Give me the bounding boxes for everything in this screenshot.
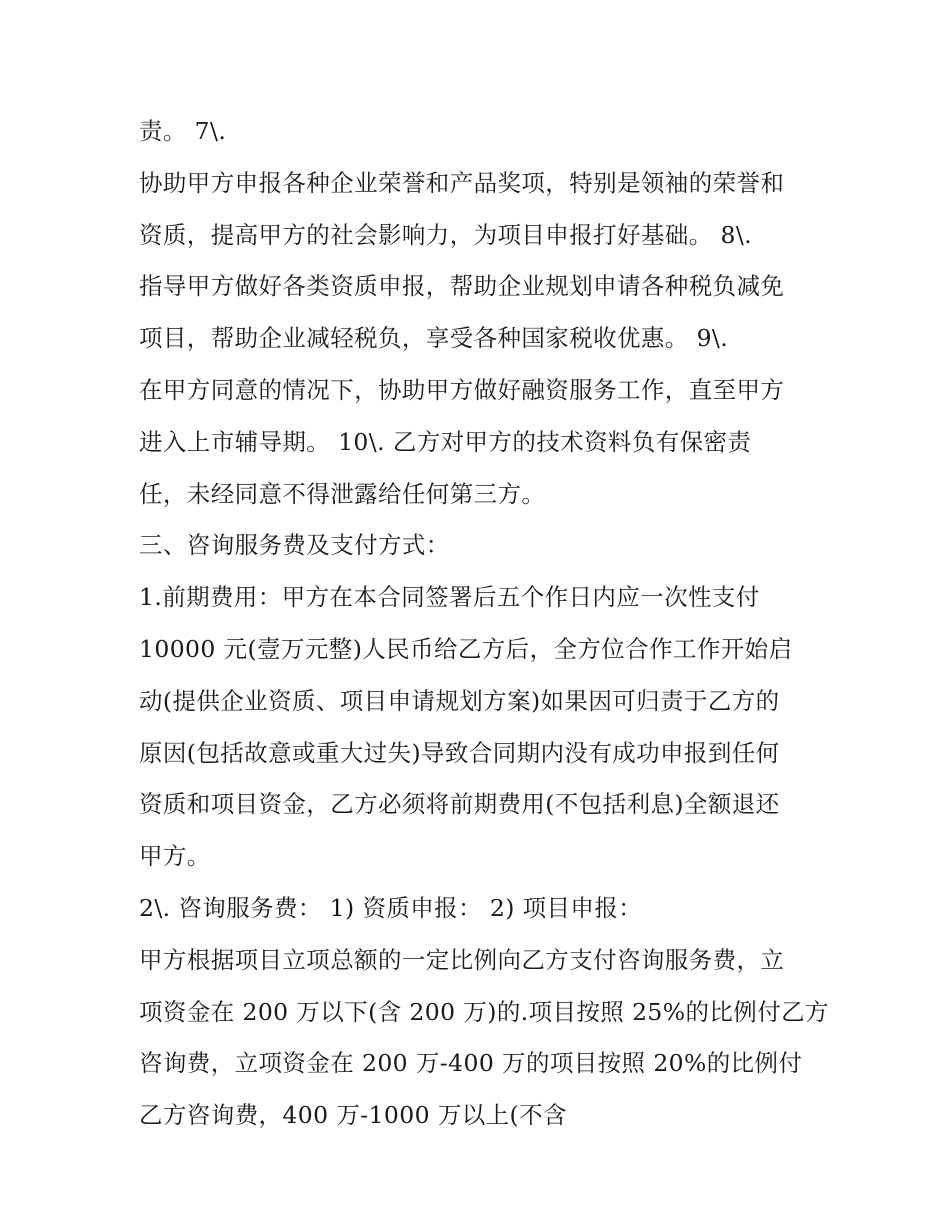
text-line: 资质，提高甲方的社会影响力，为项目申报打好基础。 8\.: [139, 220, 753, 249]
text-line: 甲方。: [139, 842, 211, 871]
text-line: 任，未经同意不得泄露给任何第三方。: [139, 479, 546, 508]
text-line: 咨询费，立项资金在 200 万-400 万的项目按照 20%的比例付: [139, 1049, 803, 1078]
text-line: 动(提供企业资质、项目申请规划方案)如果因可归责于乙方的: [139, 686, 780, 715]
text-line: 甲方根据项目立项总额的一定比例向乙方支付咨询服务费，立: [139, 945, 785, 974]
text-line: 项资金在 200 万以下(含 200 万)的.项目按照 25%的比例付乙方: [139, 997, 829, 1026]
text-line: 进入上市辅导期。 10\. 乙方对甲方的技术资料负有保密责: [139, 427, 752, 456]
text-line: 乙方咨询费，400 万-1000 万以上(不含: [139, 1101, 567, 1130]
text-line: 项目，帮助企业减轻税负，享受各种国家税收优惠。 9\.: [139, 324, 729, 353]
text-line: 协助甲方申报各种企业荣誉和产品奖项，特别是领袖的荣誉和: [139, 168, 785, 197]
text-line: 10000 元(壹万元整)人民币给乙方后，全方位合作工作开始启: [139, 634, 793, 663]
text-line: 在甲方同意的情况下，协助甲方做好融资服务工作，直至甲方: [139, 375, 785, 404]
text-line: 资质和项目资金，乙方必须将前期费用(不包括利息)全额退还: [139, 790, 780, 819]
text-line: 责。 7\.: [139, 117, 227, 145]
text-line: 1.前期费用：甲方在本合同签署后五个作日内应一次性支付: [139, 583, 760, 612]
text-line: 指导甲方做好各类资质申报，帮助企业规划申请各种税负减免: [139, 272, 785, 301]
text-line: 原因(包括故意或重大过失)导致合同期内没有成功申报到任何: [139, 738, 780, 767]
document-body: [139, 106, 829, 1142]
section-heading: 三、咨询服务费及支付方式：: [139, 531, 450, 560]
text-line: 2\. 咨询服务费： 1) 资质申报： 2) 项目申报：: [139, 893, 643, 922]
